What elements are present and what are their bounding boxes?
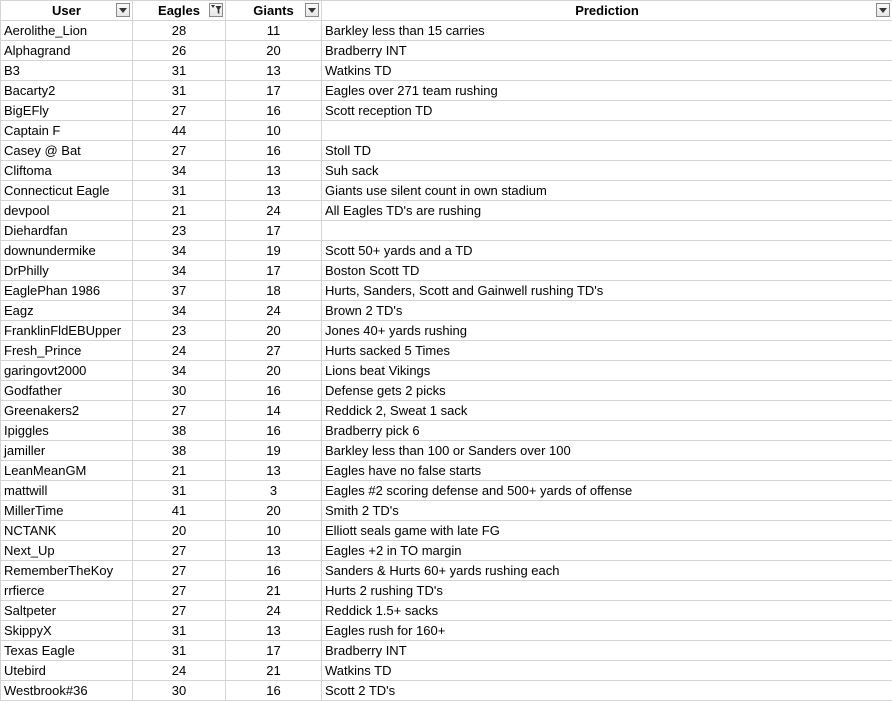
cell-user[interactable]: NCTANK: [1, 521, 133, 541]
cell-prediction[interactable]: Jones 40+ yards rushing: [322, 321, 892, 341]
cell-user[interactable]: Diehardfan: [1, 221, 133, 241]
table-row: [1, 401, 892, 421]
cell-user[interactable]: DrPhilly: [1, 261, 133, 281]
header-row: [1, 1, 892, 21]
cell-user[interactable]: jamiller: [1, 441, 133, 461]
cell-prediction[interactable]: Barkley less than 15 carries: [322, 21, 892, 41]
cell-prediction[interactable]: Bradberry pick 6: [322, 421, 892, 441]
user-filter-button[interactable]: [116, 3, 130, 17]
cell-eagles[interactable]: 30: [133, 381, 226, 401]
table-row: [1, 461, 892, 481]
table-row: [1, 421, 892, 441]
cell-giants[interactable]: 16: [226, 561, 322, 581]
cell-eagles[interactable]: 23: [133, 221, 226, 241]
cell-eagles[interactable]: 34: [133, 161, 226, 181]
cell-giants[interactable]: 13: [226, 181, 322, 201]
cell-giants[interactable]: 11: [226, 21, 322, 41]
cell-giants[interactable]: 24: [226, 301, 322, 321]
cell-user[interactable]: Godfather: [1, 381, 133, 401]
cell-prediction[interactable]: Eagles have no false starts: [322, 461, 892, 481]
table-row: [1, 641, 892, 661]
table-row: [1, 481, 892, 501]
cell-giants[interactable]: 16: [226, 141, 322, 161]
cell-giants[interactable]: 13: [226, 61, 322, 81]
cell-user[interactable]: EaglePhan 1986: [1, 281, 133, 301]
cell-eagles[interactable]: 38: [133, 441, 226, 461]
table-row: [1, 681, 892, 701]
cell-giants[interactable]: 17: [226, 81, 322, 101]
eagles-filter-button[interactable]: [209, 3, 223, 17]
cell-user[interactable]: Westbrook#36: [1, 681, 133, 701]
cell-prediction[interactable]: Defense gets 2 picks: [322, 381, 892, 401]
table-row: [1, 21, 892, 41]
cell-giants[interactable]: 13: [226, 541, 322, 561]
cell-giants[interactable]: 16: [226, 101, 322, 121]
cell-giants[interactable]: 19: [226, 241, 322, 261]
table-row: [1, 381, 892, 401]
cell-eagles[interactable]: 31: [133, 181, 226, 201]
table-row: [1, 61, 892, 81]
cell-eagles[interactable]: 24: [133, 341, 226, 361]
cell-eagles[interactable]: 34: [133, 301, 226, 321]
cell-giants[interactable]: 18: [226, 281, 322, 301]
cell-eagles[interactable]: 27: [133, 561, 226, 581]
prediction-filter-button[interactable]: [876, 3, 890, 17]
cell-prediction[interactable]: Eagles over 271 team rushing: [322, 81, 892, 101]
cell-prediction[interactable]: Bradberry INT: [322, 41, 892, 61]
cell-eagles[interactable]: 24: [133, 661, 226, 681]
table-row: [1, 281, 892, 301]
table-row: [1, 221, 892, 241]
cell-giants[interactable]: 20: [226, 361, 322, 381]
cell-prediction[interactable]: Giants use silent count in own stadium: [322, 181, 892, 201]
cell-eagles[interactable]: 38: [133, 421, 226, 441]
table-row: [1, 181, 892, 201]
cell-eagles[interactable]: 31: [133, 481, 226, 501]
cell-user[interactable]: Captain F: [1, 121, 133, 141]
cell-giants[interactable]: 16: [226, 381, 322, 401]
cell-user[interactable]: B3: [1, 61, 133, 81]
cell-eagles[interactable]: 44: [133, 121, 226, 141]
header-prediction-label: Prediction: [575, 3, 639, 18]
table-row: [1, 621, 892, 641]
table-row: [1, 501, 892, 521]
cell-giants[interactable]: 13: [226, 161, 322, 181]
cell-eagles[interactable]: 34: [133, 261, 226, 281]
cell-prediction[interactable]: Stoll TD: [322, 141, 892, 161]
table-row: [1, 141, 892, 161]
cell-giants[interactable]: 20: [226, 321, 322, 341]
table-row: [1, 361, 892, 381]
cell-prediction[interactable]: All Eagles TD's are rushing: [322, 201, 892, 221]
cell-prediction[interactable]: [322, 121, 892, 141]
table-row: [1, 81, 892, 101]
cell-user[interactable]: RememberTheKoy: [1, 561, 133, 581]
cell-giants[interactable]: 17: [226, 641, 322, 661]
cell-eagles[interactable]: 27: [133, 401, 226, 421]
cell-giants[interactable]: 19: [226, 441, 322, 461]
cell-eagles[interactable]: 21: [133, 201, 226, 221]
cell-giants[interactable]: 24: [226, 601, 322, 621]
cell-giants[interactable]: 10: [226, 521, 322, 541]
cell-prediction[interactable]: Brown 2 TD's: [322, 301, 892, 321]
cell-user[interactable]: Eagz: [1, 301, 133, 321]
table-row: [1, 261, 892, 281]
table-row: [1, 101, 892, 121]
header-giants-label: Giants: [253, 3, 294, 18]
cell-eagles[interactable]: 34: [133, 361, 226, 381]
cell-user[interactable]: Casey @ Bat: [1, 141, 133, 161]
cell-prediction[interactable]: Reddick 2, Sweat 1 sack: [322, 401, 892, 421]
table-row: [1, 541, 892, 561]
table-row: [1, 241, 892, 261]
cell-eagles[interactable]: 31: [133, 81, 226, 101]
cell-prediction[interactable]: Barkley less than 100 or Sanders over 100: [322, 441, 892, 461]
cell-prediction[interactable]: [322, 221, 892, 241]
cell-user[interactable]: rrfierce: [1, 581, 133, 601]
cell-prediction[interactable]: Scott reception TD: [322, 101, 892, 121]
cell-eagles[interactable]: 27: [133, 141, 226, 161]
cell-giants[interactable]: 24: [226, 201, 322, 221]
cell-prediction[interactable]: Bradberry INT: [322, 641, 892, 661]
cell-giants[interactable]: 13: [226, 461, 322, 481]
table-row: [1, 41, 892, 61]
filter-applied-icon: [211, 5, 222, 15]
cell-user[interactable]: Utebird: [1, 661, 133, 681]
cell-user[interactable]: Aerolithe_Lion: [1, 21, 133, 41]
cell-giants[interactable]: 3: [226, 481, 322, 501]
cell-prediction[interactable]: Elliott seals game with late FG: [322, 521, 892, 541]
header-user-label: User: [52, 3, 81, 18]
cell-prediction[interactable]: Watkins TD: [322, 61, 892, 81]
cell-giants[interactable]: 10: [226, 121, 322, 141]
dropdown-arrow-icon: [308, 8, 316, 13]
cell-eagles[interactable]: 41: [133, 501, 226, 521]
cell-giants[interactable]: 20: [226, 501, 322, 521]
dropdown-arrow-icon: [879, 8, 887, 13]
cell-user[interactable]: Ipiggles: [1, 421, 133, 441]
cell-giants[interactable]: 27: [226, 341, 322, 361]
table-row: [1, 661, 892, 681]
cell-user[interactable]: LeanMeanGM: [1, 461, 133, 481]
cell-eagles[interactable]: 27: [133, 601, 226, 621]
cell-prediction[interactable]: Boston Scott TD: [322, 261, 892, 281]
table-row: [1, 301, 892, 321]
cell-prediction[interactable]: Smith 2 TD's: [322, 501, 892, 521]
cell-user[interactable]: Texas Eagle: [1, 641, 133, 661]
dropdown-arrow-icon: [119, 8, 127, 13]
cell-prediction[interactable]: Reddick 1.5+ sacks: [322, 601, 892, 621]
cell-eagles[interactable]: 26: [133, 41, 226, 61]
cell-user[interactable]: garingovt2000: [1, 361, 133, 381]
header-prediction: [322, 1, 892, 21]
table-row: [1, 121, 892, 141]
table-row: [1, 341, 892, 361]
cell-eagles[interactable]: 34: [133, 241, 226, 261]
header-eagles: [133, 1, 226, 21]
header-user: [1, 1, 133, 21]
cell-user[interactable]: Alphagrand: [1, 41, 133, 61]
cell-prediction[interactable]: Eagles #2 scoring defense and 500+ yards of offense: [322, 481, 892, 501]
header-eagles-label: Eagles: [158, 3, 200, 18]
cell-user[interactable]: MillerTime: [1, 501, 133, 521]
cell-user[interactable]: downundermike: [1, 241, 133, 261]
cell-giants[interactable]: 14: [226, 401, 322, 421]
cell-eagles[interactable]: 21: [133, 461, 226, 481]
cell-user[interactable]: Bacarty2: [1, 81, 133, 101]
cell-user[interactable]: BigEFly: [1, 101, 133, 121]
cell-giants[interactable]: 21: [226, 661, 322, 681]
cell-user[interactable]: Saltpeter: [1, 601, 133, 621]
cell-prediction[interactable]: Hurts sacked 5 Times: [322, 341, 892, 361]
cell-user[interactable]: devpool: [1, 201, 133, 221]
cell-prediction[interactable]: Sanders & Hurts 60+ yards rushing each: [322, 561, 892, 581]
cell-user[interactable]: Next_Up: [1, 541, 133, 561]
header-giants: [226, 1, 322, 21]
cell-giants[interactable]: 13: [226, 621, 322, 641]
cell-giants[interactable]: 21: [226, 581, 322, 601]
cell-eagles[interactable]: 31: [133, 61, 226, 81]
cell-user[interactable]: SkippyX: [1, 621, 133, 641]
cell-giants[interactable]: 16: [226, 681, 322, 701]
table-row: [1, 161, 892, 181]
cell-eagles[interactable]: 37: [133, 281, 226, 301]
cell-prediction[interactable]: Lions beat Vikings: [322, 361, 892, 381]
cell-user[interactable]: Fresh_Prince: [1, 341, 133, 361]
table-row: [1, 201, 892, 221]
cell-giants[interactable]: 16: [226, 421, 322, 441]
cell-user[interactable]: Connecticut Eagle: [1, 181, 133, 201]
cell-user[interactable]: Cliftoma: [1, 161, 133, 181]
cell-eagles[interactable]: 27: [133, 101, 226, 121]
table-row: [1, 441, 892, 461]
cell-eagles[interactable]: 28: [133, 21, 226, 41]
cell-prediction[interactable]: Scott 50+ yards and a TD: [322, 241, 892, 261]
table-row: [1, 561, 892, 581]
table-row: [1, 601, 892, 621]
cell-prediction[interactable]: Suh sack: [322, 161, 892, 181]
cell-prediction[interactable]: Hurts, Sanders, Scott and Gainwell rushing TD's: [322, 281, 892, 301]
cell-eagles[interactable]: 27: [133, 581, 226, 601]
cell-giants[interactable]: 20: [226, 41, 322, 61]
cell-user[interactable]: Greenakers2: [1, 401, 133, 421]
cell-prediction[interactable]: Hurts 2 rushing TD's: [322, 581, 892, 601]
cell-user[interactable]: FranklinFldEBUpper: [1, 321, 133, 341]
cell-prediction[interactable]: Eagles rush for 160+: [322, 621, 892, 641]
table-row: [1, 581, 892, 601]
cell-eagles[interactable]: 30: [133, 681, 226, 701]
cell-giants[interactable]: 17: [226, 261, 322, 281]
cell-eagles[interactable]: 31: [133, 621, 226, 641]
cell-eagles[interactable]: 20: [133, 521, 226, 541]
cell-eagles[interactable]: 31: [133, 641, 226, 661]
cell-user[interactable]: mattwill: [1, 481, 133, 501]
giants-filter-button[interactable]: [305, 3, 319, 17]
cell-prediction[interactable]: Eagles +2 in TO margin: [322, 541, 892, 561]
cell-giants[interactable]: 17: [226, 221, 322, 241]
table-row: [1, 321, 892, 341]
table-row: [1, 521, 892, 541]
cell-prediction[interactable]: Watkins TD: [322, 661, 892, 681]
cell-prediction[interactable]: Scott 2 TD's: [322, 681, 892, 701]
cell-eagles[interactable]: 27: [133, 541, 226, 561]
cell-eagles[interactable]: 23: [133, 321, 226, 341]
